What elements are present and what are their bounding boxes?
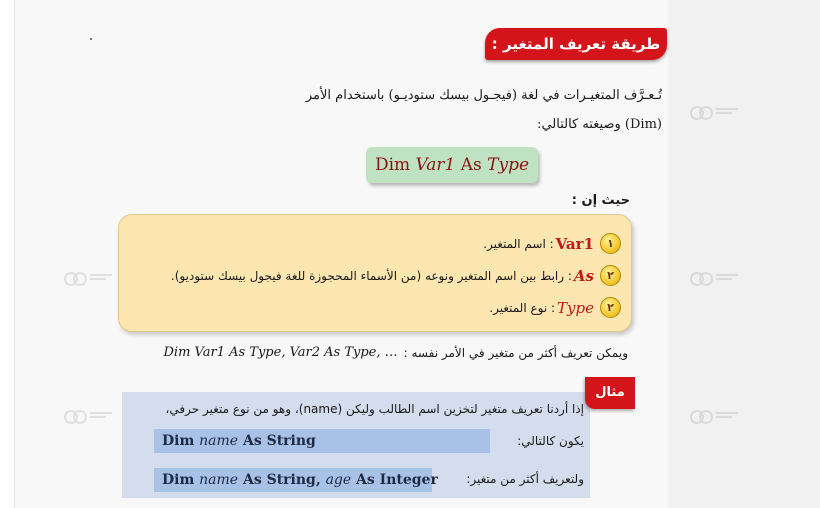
definition-text: : اسم المتغير. xyxy=(483,236,554,251)
watermark-logo xyxy=(690,408,740,422)
watermark-logo xyxy=(690,270,740,284)
syntax-var-name: Var1 xyxy=(415,155,456,175)
example-line-3: ولتعريف أكثر من متغير: xyxy=(466,472,584,486)
number-badge: ٢ xyxy=(600,297,621,318)
watermark-logo xyxy=(64,270,114,284)
code-type-clause: As String xyxy=(242,433,316,449)
definitions-box xyxy=(118,214,632,332)
example-code-2 xyxy=(154,468,438,492)
where-label: حيث إن : xyxy=(571,193,630,208)
code-var-name: name xyxy=(199,433,239,449)
page-margin-right xyxy=(668,0,820,508)
definition-item xyxy=(171,265,621,286)
code-var-name: name xyxy=(199,472,239,488)
syntax-keyword-as: As xyxy=(460,155,482,175)
example-line-1: إذا أردنا تعريف متغير لتخزين اسم الطالب وليكن (name)، وهو من نوع متغير حرفي، xyxy=(165,402,584,416)
code-keyword-dim: Dim xyxy=(162,433,195,449)
watermark-logo xyxy=(690,104,740,118)
definition-text: : نوع المتغير. xyxy=(489,300,556,315)
code-type-clause: As String, xyxy=(242,472,321,488)
example-code-1 xyxy=(154,429,490,453)
code-var-name-2: age xyxy=(325,472,352,488)
page-margin-left xyxy=(0,0,15,508)
code-keyword-dim: Dim xyxy=(162,472,195,488)
syntax-type-name: Type xyxy=(487,155,530,175)
section-title: طريقة تعريف المتغير : xyxy=(485,28,667,60)
definition-item xyxy=(489,297,621,318)
definition-term: As xyxy=(573,266,594,285)
syntax-box xyxy=(366,147,538,183)
multi-declaration-text: ويمكن تعريف أكثر من متغير في الأمر نفسه : xyxy=(403,345,628,360)
example-line-2: يكون كالتالي: xyxy=(517,434,584,448)
definition-item xyxy=(483,233,621,254)
example-tab: مثال xyxy=(585,377,635,409)
code-type-clause-2: As Integer xyxy=(356,472,438,488)
print-mark xyxy=(90,38,92,40)
definition-text: : رابط بين اسم المتغير ونوعه (من الأسماء المحجوزة للغة فيجول بيسك ستوديو). xyxy=(170,268,572,283)
number-badge: ٢ xyxy=(600,265,621,286)
definition-term: Var1 xyxy=(555,234,594,253)
multi-declaration-code: Dim Var1 As Type, Var2 As Type, … xyxy=(163,345,398,360)
definition-term: Type xyxy=(557,298,594,317)
watermark-logo xyxy=(64,408,114,422)
intro-line-2: (Dim) وصيغته كالتالي: xyxy=(537,117,662,132)
multi-declaration-line xyxy=(128,345,628,360)
syntax-keyword-dim: Dim xyxy=(374,155,411,175)
number-badge: ١ xyxy=(600,233,621,254)
intro-line-1: تُـعـرَّف المتغيـرات في لغة (فيجـول بيسك ستوديـو) باستخدام الأمر xyxy=(305,88,662,103)
